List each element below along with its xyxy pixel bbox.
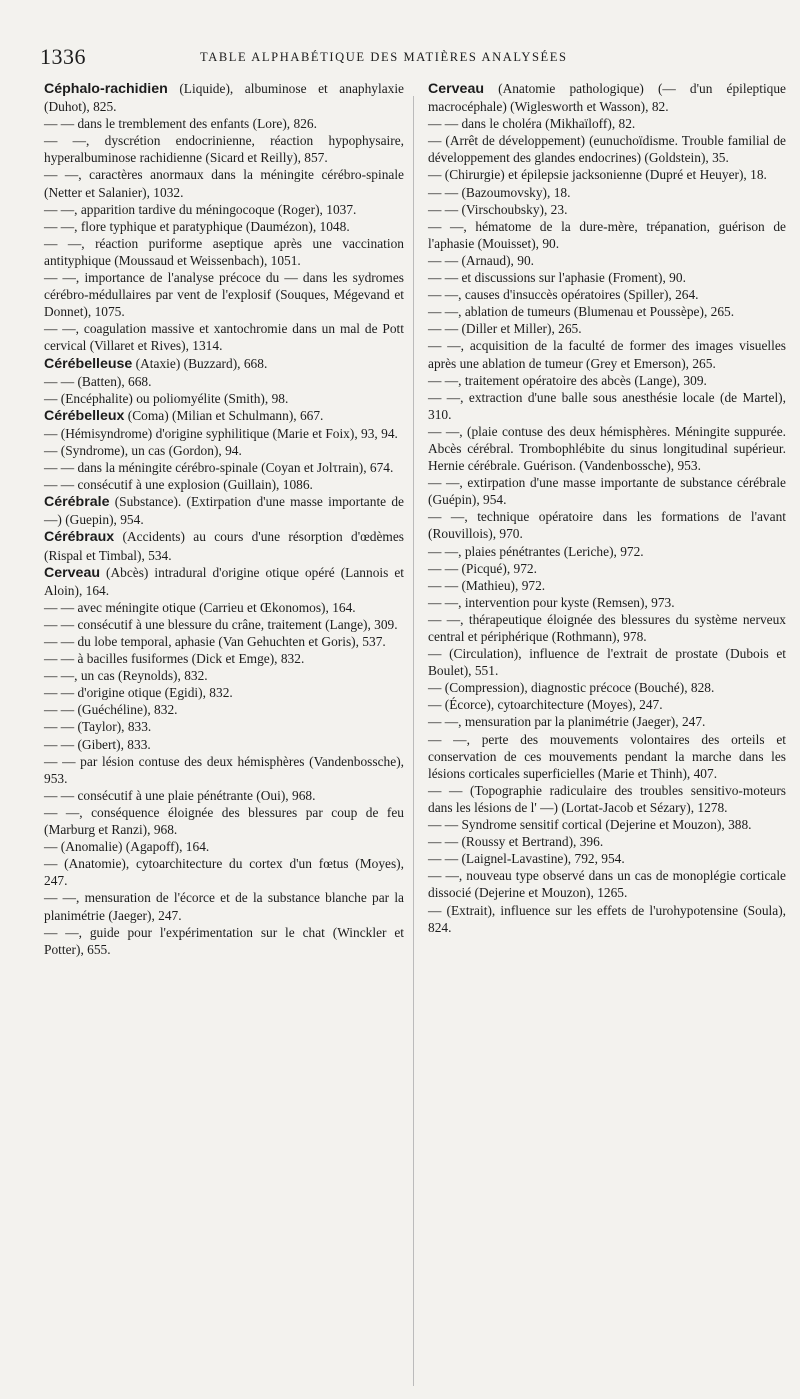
index-entry: — — par lésion contuse des deux hémisphères (Vandenbossche), 953. xyxy=(44,753,404,786)
index-entry: Cérébraux (Accidents) au cours d'une résorption d'œdèmes (Rispal et Timbal), 534. xyxy=(44,529,404,563)
left-column xyxy=(44,80,404,958)
headword: Cérébraux xyxy=(44,529,115,546)
index-entry: — —, intervention pour kyste (Remsen), 973. xyxy=(428,594,675,610)
index-entry: — — (Batten), 668. xyxy=(44,373,152,389)
index-entry: Cérébelleuse (Ataxie) (Buzzard), 668. xyxy=(44,355,268,372)
index-entry: Cérébelleux (Coma) (Milian et Schulmann), 667. xyxy=(44,407,324,424)
index-entry: — —, thérapeutique éloignée des blessures du système nerveux central et périphérique (Rothmann), 978. xyxy=(428,611,786,644)
index-entry: — —, un cas (Reynolds), 832. xyxy=(44,668,208,684)
index-entry: — (Encéphalite) ou poliomyélite (Smith), 98. xyxy=(44,390,289,406)
index-entry: — —, guide pour l'expérimentation sur le chat (Winckler et Potter), 655. xyxy=(44,924,404,957)
index-entry: — — (Arnaud), 90. xyxy=(428,252,534,268)
headword: Cérébelleuse xyxy=(44,355,133,372)
right-column xyxy=(428,80,786,936)
index-entry: Cerveau (Abcès) intradural d'origine otique opéré (Lannois et Aloin), 164. xyxy=(44,564,404,598)
index-entry: — —, nouveau type observé dans un cas de monoplégie corticale dissocié (Dejerine et Mouzon), 1265. xyxy=(428,868,786,901)
index-entry: — —, (plaie contuse des deux hémisphères. Méningite suppurée. Abcès cérébral. Trombophlébite du sinus longitudinal supérieur. Hernie cérébrale. Guérison. (Vandenbossche), 953. xyxy=(428,423,786,474)
index-entry: — — dans le choléra (Mikhaïloff), 82. xyxy=(428,116,636,132)
index-entry: — (Hémisyndrome) d'origine syphilitique (Marie et Foix), 93, 94. xyxy=(44,425,398,441)
index-entry: — — (Taylor), 833. xyxy=(44,719,152,735)
index-entry: — —, hématome de la dure-mère, trépanation, guérison de l'aphasie (Mouisset), 90. xyxy=(428,218,786,251)
index-entry: — — (Topographie radiculaire des troubles sensitivo-moteurs dans les lésions de l' —) (Lortat-Jacob et Sézary), 1278. xyxy=(428,782,786,815)
headword: Cerveau xyxy=(44,564,100,581)
index-entry: Cérébrale (Substance). (Extirpation d'une masse importante de —) (Guepin), 954. xyxy=(44,494,404,528)
index-entry: — —, extirpation d'une masse importante de substance cérébrale (Guépin), 954. xyxy=(428,475,786,508)
index-entry: — —, mensuration par la planimétrie (Jaeger), 247. xyxy=(428,714,706,730)
headword: Cérébelleux xyxy=(44,407,125,424)
index-entry: — (Écorce), cytoarchitecture (Moyes), 247. xyxy=(428,697,663,713)
index-entry: — — avec méningite otique (Carrieu et Œkonomos), 164. xyxy=(44,599,356,615)
index-entry: — — consécutif à une blessure du crâne, traitement (Lange), 309. xyxy=(44,616,398,632)
page-header xyxy=(40,44,778,74)
index-entry: — —, acquisition de la faculté de former des images visuelles après une ablation de tumeur (Grey et Emerson), 265. xyxy=(428,338,786,371)
index-entry: — —, technique opératoire dans les formations de l'avant (Rouvillois), 970. xyxy=(428,509,786,542)
index-entry: — —, dyscrétion endocrinienne, réaction hypophysaire, hyperalbuminose rachidienne (Sicard et Reilly), 857. xyxy=(44,133,404,166)
index-entry: — — dans la méningite cérébro-spinale (Coyan et Jolτrain), 674. xyxy=(44,460,394,476)
index-entry: — (Compression), diagnostic précoce (Bouché), 828. xyxy=(428,680,715,696)
page-number: 1336 xyxy=(40,44,86,69)
index-entry: — — (Roussy et Bertrand), 396. xyxy=(428,834,604,850)
index-entry: — — dans le tremblement des enfants (Lore), 826. xyxy=(44,116,317,132)
index-entry: — — à bacilles fusiformes (Dick et Emge), 832. xyxy=(44,651,305,667)
index-entry: — — (Laignel-Lavastine), 792, 954. xyxy=(428,851,625,867)
index-entry: — — (Bazoumovsky), 18. xyxy=(428,184,571,200)
index-entry: — — consécutif à une explosion (Guillain), 1086. xyxy=(44,477,313,493)
headword: Cérébrale xyxy=(44,494,110,511)
index-entry: — (Anatomie), cytoarchitecture du cortex d'un fœtus (Moyes), 247. xyxy=(44,856,404,889)
index-entry: — —, plaies pénétrantes (Leriche), 972. xyxy=(428,543,644,559)
index-entry: — — (Guéchéline), 832. xyxy=(44,702,178,718)
column-divider xyxy=(413,96,414,1386)
index-entry: — —, caractères anormaux dans la méningite cérébro-spinale (Netter et Salanier), 1032. xyxy=(44,167,404,200)
index-entry: Cerveau (Anatomie pathologique) (— d'un épileptique macrocéphale) (Wiglesworth et Wasson), 82. xyxy=(428,81,786,115)
index-entry: — — consécutif à une plaie pénétrante (Oui), 968. xyxy=(44,787,316,803)
index-entry: — —, coagulation massive et xantochromie dans un mal de Pott cervical (Villaret et Rives), 1314. xyxy=(44,321,404,354)
index-entry: — — (Virschoubsky), 23. xyxy=(428,201,568,217)
index-entry: — — (Picqué), 972. xyxy=(428,560,537,576)
index-entry: — (Extrait), influence sur les effets de l'urohypotensine (Soula), 824. xyxy=(428,902,786,935)
index-entry: — — d'origine otique (Egidi), 832. xyxy=(44,685,233,701)
index-entry: — —, flore typhique et paratyphique (Daumézon), 1048. xyxy=(44,218,350,234)
index-entry: — — Syndrome sensitif cortical (Dejerine et Mouzon), 388. xyxy=(428,817,752,833)
index-entry: — (Chirurgie) et épilepsie jacksonienne (Dupré et Heuyer), 18. xyxy=(428,167,767,183)
index-entry: — —, mensuration de l'écorce et de la substance blanche par la planimétrie (Jaeger), 247. xyxy=(44,890,404,923)
running-title: TABLE ALPHABÉTIQUE DES MATIÈRES ANALYSÉES xyxy=(200,50,568,64)
index-entry: — —, conséquence éloignée des blessures par coup de feu (Marburg et Ranzi), 968. xyxy=(44,804,404,838)
index-entry: — — du lobe temporal, aphasie (Van Gehuchten et Goris), 537. xyxy=(44,634,386,649)
headword: Céphalo-rachidien xyxy=(44,81,168,97)
index-entry: — — (Diller et Miller), 265. xyxy=(428,321,582,337)
index-entry: — —, réaction puriforme aseptique après une vaccination antityphique (Moussaud et Weissenbach), 1051. xyxy=(44,235,404,268)
index-entry: — —, causes d'insuccès opératoires (Spiller), 264. xyxy=(428,287,699,303)
index-entry: — —, traitement opératoire des abcès (Lange), 309. xyxy=(428,372,707,388)
index-entry: — —, importance de l'analyse précoce du — dans les sydromes cérébro-médullaires par vent de l'explosif (Souques, Mégevand et Donnet), 1075. xyxy=(44,270,404,320)
index-entry: — — (Mathieu), 972. xyxy=(428,577,546,593)
index-entry: — (Circulation), influence de l'extrait de prostate (Dubois et Boulet), 551. xyxy=(428,646,786,679)
headword: Cerveau xyxy=(428,81,484,97)
index-entry: — —, apparition tardive du méningocoque (Roger), 1037. xyxy=(44,201,357,217)
index-entry: — —, perte des mouvements volontaires des orteils et conservation de ces mouvements pendant la marche dans les lésions corticales superficielles (Marie et Thinh), 407. xyxy=(428,731,786,781)
index-entry: — (Syndrome), un cas (Gordon), 94. xyxy=(44,442,242,458)
index-entry: — —, ablation de tumeurs (Blumenau et Poussèpe), 265. xyxy=(428,304,735,320)
index-entry: — (Arrêt de développement) (eunuchoïdisme. Trouble familial de développement des glandes endocrines) (Goldstein), 35. xyxy=(428,133,786,166)
index-entry: — — (Gibert), 833. xyxy=(44,736,151,752)
index-entry: — — et discussions sur l'aphasie (Froment), 90. xyxy=(428,270,686,286)
index-entry: Céphalo-rachidien (Liquide), albuminose et anaphylaxie (Duhot), 825. xyxy=(44,81,404,115)
index-entry: — —, extraction d'une balle sous anesthésie locale (de Martel), 310. xyxy=(428,389,786,422)
index-entry: — (Anomalie) (Agapoff), 164. xyxy=(44,839,210,855)
